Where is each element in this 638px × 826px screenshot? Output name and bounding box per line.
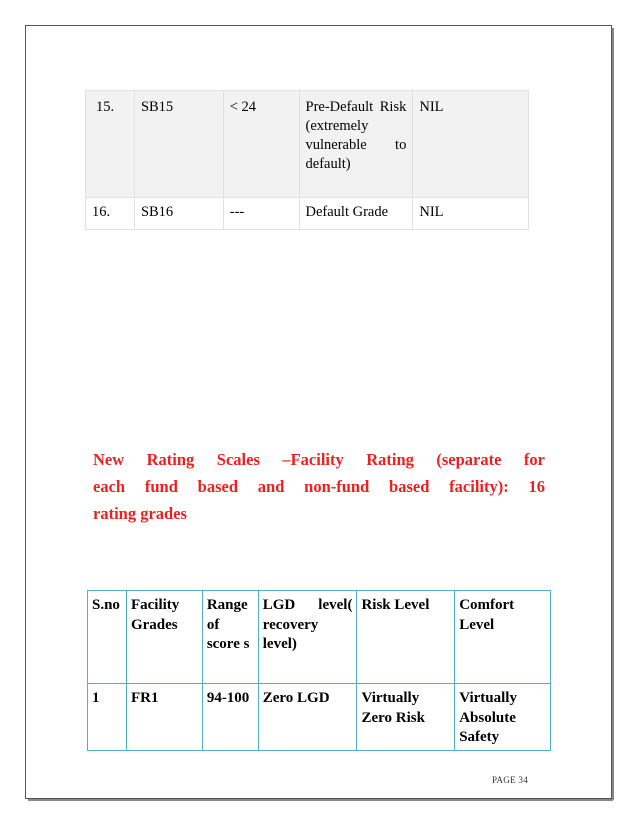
table-cell: Zero LGD: [258, 684, 357, 751]
table-cell: ---: [223, 198, 299, 230]
table-cell: NIL: [413, 91, 529, 198]
header-cell-facility-grades: Facility Grades: [126, 591, 202, 684]
table-row: [88, 684, 551, 751]
heading-line: New Rating Scales –Facility Rating (separate for: [93, 450, 545, 469]
header-cell-sno: S.no: [88, 591, 127, 684]
page-number: PAGE 34: [492, 775, 529, 785]
table-cell: NIL: [413, 198, 529, 230]
table-cell: SB15: [134, 91, 223, 198]
grade-table: [85, 90, 529, 230]
heading-line: each fund based and non-fund based facility): 16: [93, 477, 545, 496]
section-heading: [93, 446, 545, 527]
table-cell: < 24: [223, 91, 299, 198]
table-cell: Default Grade: [299, 198, 413, 230]
table-cell: 94-100: [202, 684, 258, 751]
table-cell: 1: [88, 684, 127, 751]
table-cell: Virtually Zero Risk: [357, 684, 455, 751]
table-row: [86, 91, 529, 198]
table-cell: 15.: [86, 91, 135, 198]
header-cell-lgd-level: LGD level( recovery level): [258, 591, 357, 684]
table-cell: Pre-Default Risk (extremely vulnerable to default): [299, 91, 413, 198]
table-cell: FR1: [126, 684, 202, 751]
table-cell: SB16: [134, 198, 223, 230]
facility-rating-table: [87, 590, 551, 751]
table-row: [86, 198, 529, 230]
heading-line: rating grades: [93, 504, 187, 523]
table-header-row: [88, 591, 551, 684]
table-cell: 16.: [86, 198, 135, 230]
table-cell: Virtually Absolute Safety: [455, 684, 551, 751]
header-cell-range-of-scores: Range of score s: [202, 591, 258, 684]
header-cell-risk-level: Risk Level: [357, 591, 455, 684]
header-cell-comfort-level: Comfort Level: [455, 591, 551, 684]
